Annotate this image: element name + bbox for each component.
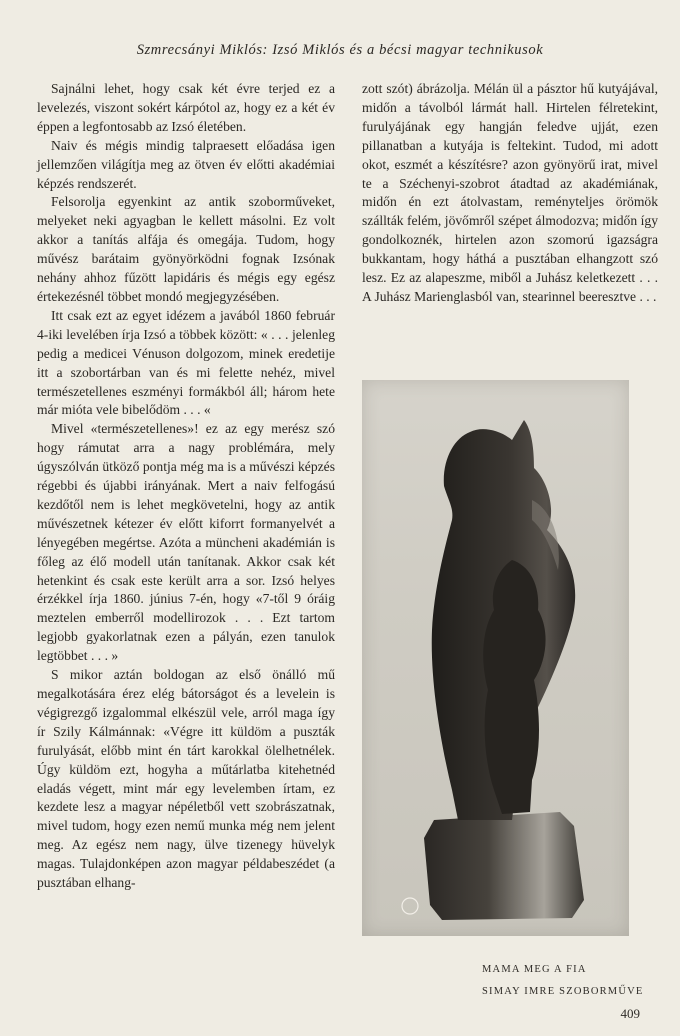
figure-caption-title: MAMA MEG A FIA <box>482 964 587 975</box>
paragraph: Sajnálni lehet, hogy csak két évre terjed ez a levelezés, viszont sokért kárpótol az, hogy ez a két év éppen a legfontosabb az Izsó életében. <box>37 81 335 134</box>
paragraph: zott szót) ábrázolja. Mélán ül a pásztor hű kutyájával, midőn a távolból lármát hall. Hirtelen félretekint, furulyájának egy hangján feledve ujját, ezen pillanatban a kutyája is feltekint. Tudod, mi adott okot, eszmét a készítésre? azon gyönyörű irat, mivel te a Széchenyi-szobrot átadtad az akadémiának, midőn én ezt átolvastam, reményteljes örömök szállták felém, jövőmről szépet álmodozva; midőn így gondolkoznék, hirtelen azon szomorú igazságra bukkantam, hogy háthá a pusztában elhangzott szó lesz. Ez az alapeszme, miből a Juhász keletkezett . . . A Juhász Marienglasból van, stearinnel beeresztve . . . <box>362 81 658 304</box>
paragraph: S mikor aztán boldogan az első önálló mű megalkotására érez elég bátorságot és a levelein is végigrezgő izgalommal elkészül vele, arról maga így ír Szily Kálmánnak: «Végre itt küldöm a puszták furulyását, előbb mint én tárt karokkal ölelhetnélek. Úgy küldöm ezt, hogyha a műtárlatba kitehetnéd eladás végett, mint már egy levelemben írtam, ez kezdete lesz a magyar népéletből vett szobrászatnak, mivel tudom, hogy ezen nemű munka még nem jelent meg. Az egész nem nagy, ülve tizenegy hüvelyk magas. Tulajdonképen azon magyar példabeszédet (a pusztában elhang- <box>37 667 335 891</box>
sculpture-photograph <box>362 380 629 936</box>
page-number: 409 <box>620 1006 640 1021</box>
running-head: Szmrecsányi Miklós: Izsó Miklós és a bécsi magyar technikusok <box>136 42 544 58</box>
figure-caption-credit: SIMAY IMRE SZOBORMŰVE <box>482 986 644 997</box>
library-stamp-icon <box>402 898 418 914</box>
right-column <box>362 80 658 307</box>
left-column <box>37 80 335 893</box>
pedestal-shape <box>424 812 584 920</box>
paragraph: Naiv és mégis mindig talpraesett előadása igen jellemzően világítja meg az ötven év előtti akadémiai képzés rendszerét. <box>37 137 335 191</box>
paragraph: Mivel «természetellenes»! ez az egy merész szó hogy rámutat arra a nagy problémára, mely úgyszólván ütköző pontja még ma is a művészi képzés régebbi és újabbi irányának. Mert a naiv felfogású kezdőtől nem is lehet megkövetelni, hogy az antik művészetnek kétezer év előtt kiforrt formanyelvét a lényegében megértse. Azóta a müncheni akadémián is főleg az élő modell után tanítanak. Akkor csak két hetenkint és csak este került arra a sor. Izsó helyes érzékkel írja 1860. június 7-én, hogy «7-től 9 óráig meztelen emberről modellirozok . . . Ezt tartom legjobb gyakorlatnak ezen a pályán, ezen tanulok legtöbbet . . . » <box>37 421 335 664</box>
sculpture-drawing <box>362 380 629 936</box>
paragraph: Itt csak ezt az egyet idézem a javából 1860 február 4-iki levelében írja Izsó a többek között: « . . . jelenleg pedig a medicei Vénuson dolgozom, minek eredetije itt a szobortárban van és mi felette nehéz, mivel természetellenes eszményi formákból áll; három hete már mióta vele bibelődöm . . . « <box>37 307 335 418</box>
paragraph: Felsorolja egyenkint az antik szoborműveket, melyeket neki agyagban le kellett másolni. Ez volt akkor a tanítás alfája és omegája. Tudom, hogy művész barátaim gyönyörködni fognak Izsónak nehány ahhoz fűzött lapidáris és mégis egy egész értekezésnél többet mondó megjegyzésében. <box>37 194 335 304</box>
